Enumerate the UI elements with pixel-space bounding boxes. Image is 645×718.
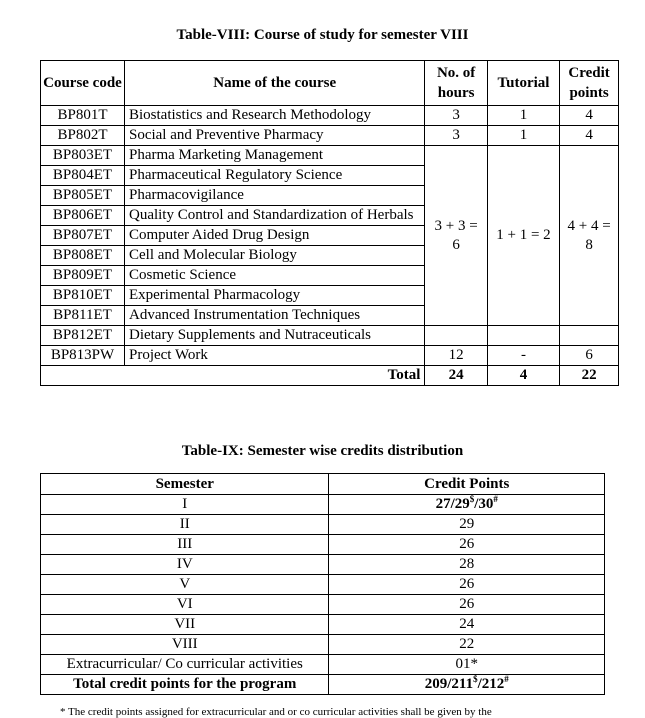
semester-cell: VII bbox=[41, 615, 329, 635]
course-tutorial: - bbox=[487, 346, 559, 366]
credit-cell: 29 bbox=[329, 515, 605, 535]
course-code: BP812ET bbox=[41, 326, 125, 346]
dollar-footnote-mark: $ bbox=[473, 674, 478, 684]
table-row bbox=[41, 575, 605, 595]
credit-mid: /212 bbox=[477, 676, 505, 692]
table-row bbox=[41, 495, 605, 515]
credit-cell: 26 bbox=[329, 575, 605, 595]
course-code: BP804ET bbox=[41, 166, 125, 186]
table-row bbox=[41, 126, 619, 146]
credit-mid: /30 bbox=[474, 496, 494, 512]
credit-base: 27/29 bbox=[435, 496, 470, 512]
table-ix-title: Table-IX: Semester wise credits distribution bbox=[181, 443, 464, 459]
credit-cell: 01* bbox=[329, 655, 605, 675]
header-tutorial: Tutorial bbox=[487, 61, 559, 106]
course-name: Social and Preventive Pharmacy bbox=[124, 126, 424, 146]
total-tutorial: 4 bbox=[487, 366, 559, 386]
header-course-name: Name of the course bbox=[124, 61, 424, 106]
course-name: Biostatistics and Research Methodology bbox=[124, 106, 424, 126]
empty-cell bbox=[560, 326, 619, 346]
header-credit-points: Credit points bbox=[560, 61, 619, 106]
course-name: Project Work bbox=[124, 346, 424, 366]
credit-cell: 28 bbox=[329, 555, 605, 575]
course-hours: 3 bbox=[425, 126, 487, 146]
table-row bbox=[41, 146, 619, 166]
table-row bbox=[41, 655, 605, 675]
hash-footnote-mark: # bbox=[493, 494, 498, 504]
table-row bbox=[41, 555, 605, 575]
total-credit bbox=[329, 675, 605, 695]
course-name: Computer Aided Drug Design bbox=[124, 226, 424, 246]
credit-cell: 24 bbox=[329, 615, 605, 635]
table-header-row bbox=[41, 474, 605, 495]
table-row bbox=[41, 595, 605, 615]
course-code: BP806ET bbox=[41, 206, 125, 226]
total-row bbox=[41, 366, 619, 386]
credit-cell: 22 bbox=[329, 635, 605, 655]
course-name: Quality Control and Standardization of Herbals bbox=[124, 206, 424, 226]
table-viii-title: Table-VIII: Course of study for semester VIII bbox=[176, 27, 469, 43]
header-course-code: Course code bbox=[41, 61, 125, 106]
header-semester: Semester bbox=[41, 474, 329, 495]
course-code: BP803ET bbox=[41, 146, 125, 166]
course-name: Advanced Instrumentation Techniques bbox=[124, 306, 424, 326]
course-tutorial: 1 bbox=[487, 106, 559, 126]
table-row bbox=[41, 615, 605, 635]
semester-cell: I bbox=[41, 495, 329, 515]
empty-cell bbox=[487, 326, 559, 346]
hash-footnote-mark: # bbox=[504, 674, 509, 684]
dollar-footnote-mark: $ bbox=[469, 494, 475, 504]
course-code: BP811ET bbox=[41, 306, 125, 326]
course-code: BP809ET bbox=[41, 266, 125, 286]
course-code: BP810ET bbox=[41, 286, 125, 306]
table-row bbox=[41, 535, 605, 555]
course-name: Dietary Supplements and Nutraceuticals bbox=[124, 326, 424, 346]
credit-base: 209/211 bbox=[424, 676, 474, 692]
header-hours: No. of hours bbox=[425, 61, 487, 106]
elective-credit: 4 + 4 = 8 bbox=[560, 146, 619, 326]
total-hours: 24 bbox=[425, 366, 487, 386]
elective-hours: 3 + 3 = 6 bbox=[425, 146, 487, 326]
table-row bbox=[41, 635, 605, 655]
table-row bbox=[41, 326, 619, 346]
course-name: Cosmetic Science bbox=[124, 266, 424, 286]
course-code: BP808ET bbox=[41, 246, 125, 266]
table-row bbox=[41, 515, 605, 535]
credit-cell: 26 bbox=[329, 535, 605, 555]
total-credit: 22 bbox=[560, 366, 619, 386]
semester-cell: VIII bbox=[41, 635, 329, 655]
credit-cell: 26 bbox=[329, 595, 605, 615]
course-code: BP813PW bbox=[41, 346, 125, 366]
header-credit-points: Credit Points bbox=[329, 474, 605, 495]
total-label: Total credit points for the program bbox=[41, 675, 329, 695]
course-code: BP801T bbox=[41, 106, 125, 126]
table-row bbox=[41, 346, 619, 366]
course-credit: 4 bbox=[560, 106, 619, 126]
course-of-study-table bbox=[40, 60, 619, 386]
course-name: Pharmaceutical Regulatory Science bbox=[124, 166, 424, 186]
footnote: * The credit points assigned for extracurricular and or co curricular activities shall be given by the bbox=[60, 706, 492, 718]
course-name: Cell and Molecular Biology bbox=[124, 246, 424, 266]
course-credit: 4 bbox=[560, 126, 619, 146]
semester-cell: II bbox=[41, 515, 329, 535]
course-name: Experimental Pharmacology bbox=[124, 286, 424, 306]
course-hours: 12 bbox=[425, 346, 487, 366]
course-code: BP807ET bbox=[41, 226, 125, 246]
semester-cell: V bbox=[41, 575, 329, 595]
course-name: Pharma Marketing Management bbox=[124, 146, 424, 166]
credits-distribution-table bbox=[40, 473, 605, 695]
elective-tutorial: 1 + 1 = 2 bbox=[487, 146, 559, 326]
course-code: BP805ET bbox=[41, 186, 125, 206]
semester-cell: IV bbox=[41, 555, 329, 575]
semester-cell: VI bbox=[41, 595, 329, 615]
course-credit: 6 bbox=[560, 346, 619, 366]
table-header-row bbox=[41, 61, 619, 106]
semester-cell: Extracurricular/ Co curricular activities bbox=[41, 655, 329, 675]
course-tutorial: 1 bbox=[487, 126, 559, 146]
credit-cell bbox=[329, 495, 605, 515]
empty-cell bbox=[425, 326, 487, 346]
total-label: Total bbox=[41, 366, 425, 386]
table-row bbox=[41, 106, 619, 126]
total-row bbox=[41, 675, 605, 695]
course-hours: 3 bbox=[425, 106, 487, 126]
course-code: BP802T bbox=[41, 126, 125, 146]
semester-cell: III bbox=[41, 535, 329, 555]
course-name: Pharmacovigilance bbox=[124, 186, 424, 206]
